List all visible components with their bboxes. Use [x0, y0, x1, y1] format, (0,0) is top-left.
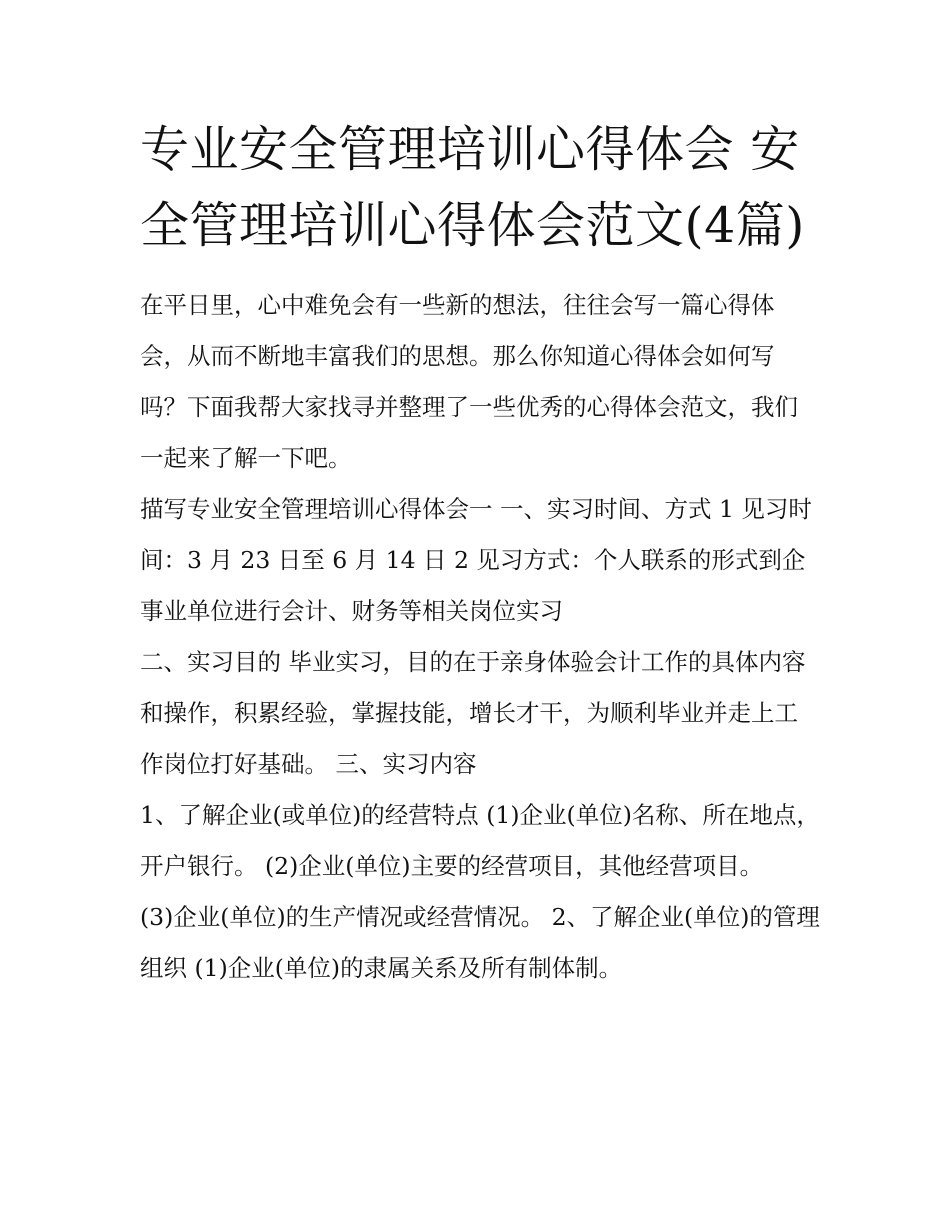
intro-paragraph: 在平日里，心中难免会有一些新的想法，往往会写一篇心得体会，从而不断地丰富我们的思想。那么你知道心得体会如何写吗？下面我帮大家找寻并整理了一些优秀的心得体会范文，我们一起来了解一下吧。: [140, 291, 798, 472]
section-three-item-two-paragraph: (3)企业(单位)的生产情况或经营情况。 2、了解企业(单位)的管理组织 (1)企业(单位)的隶属关系及所有制体制。: [140, 903, 820, 982]
section-three-item-one-paragraph: 1、了解企业(或单位)的经营特点 (1)企业(单位)名称、所在地点，开户银行。 (2)企业(单位)主要的经营项目，其他经营项目。: [140, 801, 820, 880]
section-one-paragraph: 描写专业安全管理培训心得体会一 一、实习时间、方式 1 见习时间：3 月 23 日至 6 月 14 日 2 见习方式：个人联系的形式到企事业单位进行会计、财务等相关岗位实习: [140, 495, 812, 625]
document-title: 专业安全管理培训心得体会 安全管理培训心得体会范文(4篇): [140, 121, 805, 254]
section-two-paragraph: 二、实习目的 毕业实习，目的在于亲身体验会计工作的具体内容和操作，积累经验，掌握技能，增长才干，为顺利毕业并走上工作岗位打好基础。 三、实习内容: [140, 648, 806, 778]
document-page: [140, 112, 820, 994]
